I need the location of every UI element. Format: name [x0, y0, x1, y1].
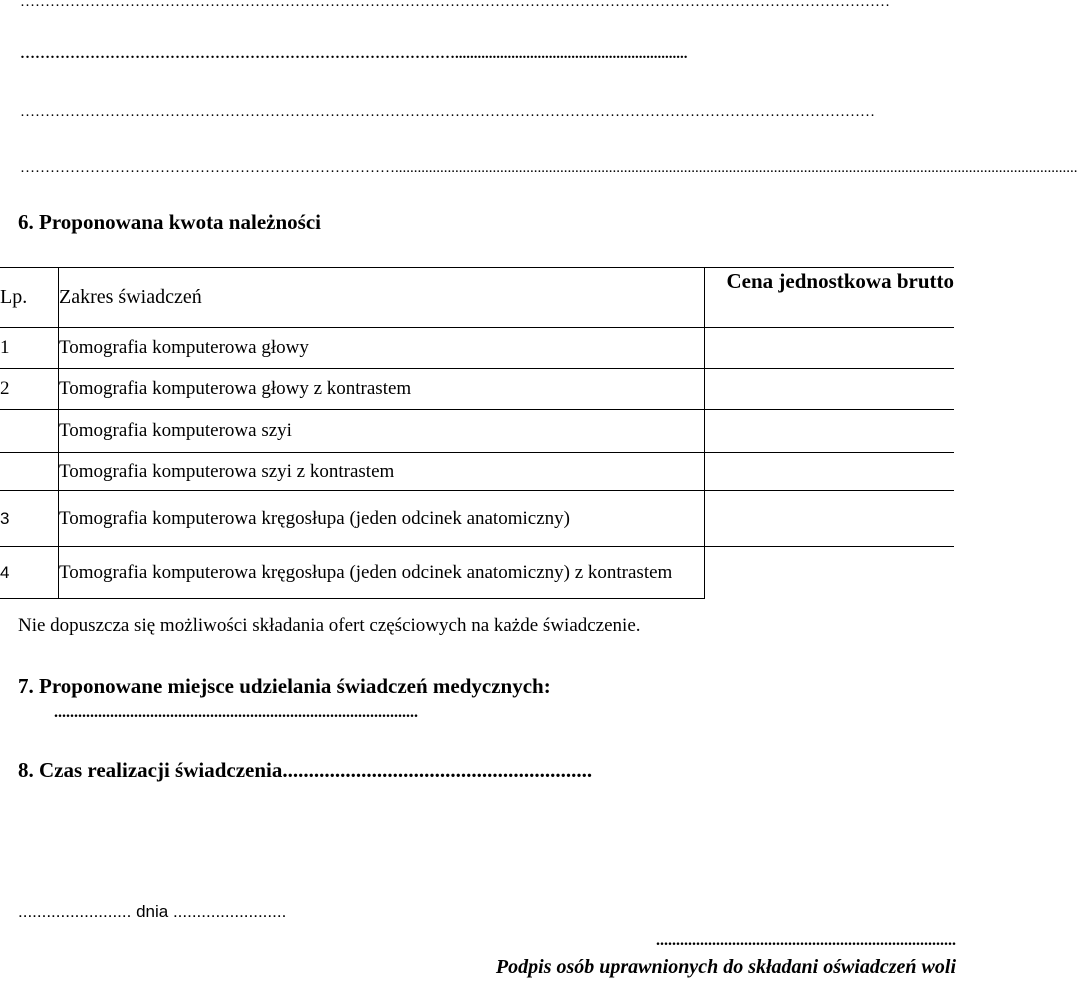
table-row — [0, 328, 954, 369]
header-lp: Lp. — [0, 268, 59, 328]
row-price-cell[interactable] — [705, 453, 955, 491]
header-price: Cena jednostkowa brutto — [705, 268, 955, 328]
row-number: 4 — [0, 547, 59, 599]
services-table — [0, 267, 954, 599]
partial-offers-note: Nie dopuszcza się możliwości składania ofert częściowych na każde świadczenie. — [18, 615, 641, 636]
dotted-line-3: ……………………………………………………………………………………………………………………………………………………… — [20, 104, 875, 120]
row-service-name: Tomografia komputerowa kręgosłupa (jeden odcinek anatomiczny) — [59, 491, 705, 547]
row-number: 3 — [0, 491, 59, 547]
row-service-name: Tomografia komputerowa kręgosłupa (jeden odcinek anatomiczny) z kontrastem — [59, 547, 705, 599]
section6-title: 6. Proponowana kwota należności — [18, 210, 321, 234]
row-service-name: Tomografia komputerowa szyi — [59, 410, 705, 453]
row-number: 2 — [0, 369, 59, 410]
dotted-line-2: …………………………………………………………………………….............................................................. — [20, 46, 688, 62]
row-price-cell[interactable] — [705, 410, 955, 453]
signature-label: Podpis osób uprawnionych do składani oświadczeń woli — [495, 956, 956, 978]
table-row — [0, 547, 954, 599]
section8-title: 8. Czas realizacji świadczenia........................................................... — [18, 758, 593, 782]
row-service-name: Tomografia komputerowa głowy z kontrastem — [59, 369, 705, 410]
dotted-line-4: …………………………………………………………………...................................................................................................................................................................................... — [20, 160, 1078, 176]
row-price-cell[interactable] — [705, 369, 955, 410]
section7-value[interactable]: ........................................................................................... — [54, 704, 418, 721]
dotted-line-1: ………………………………………………………………………………………………………………………………………………………… — [20, 0, 890, 10]
header-scope: Zakres świadczeń — [59, 268, 705, 328]
signature-dots: ........................................................................... — [656, 932, 956, 949]
section7-title: 7. Proponowane miejsce udzielania świadczeń medycznych: — [18, 674, 551, 698]
row-number: 1 — [0, 328, 59, 369]
row-price-cell[interactable] — [705, 328, 955, 369]
row-price-cell[interactable] — [705, 491, 955, 547]
table-row — [0, 369, 954, 410]
row-service-name: Tomografia komputerowa głowy — [59, 328, 705, 369]
table-row — [0, 453, 954, 491]
table-row — [0, 491, 954, 547]
row-service-name: Tomografia komputerowa szyi z kontrastem — [59, 453, 705, 491]
date-line[interactable]: ........................ dnia ........................ — [18, 902, 287, 921]
table-row — [0, 410, 954, 453]
row-number — [0, 410, 59, 453]
row-number — [0, 453, 59, 491]
row-price-cell[interactable] — [705, 547, 955, 599]
table-header-row — [0, 268, 954, 328]
